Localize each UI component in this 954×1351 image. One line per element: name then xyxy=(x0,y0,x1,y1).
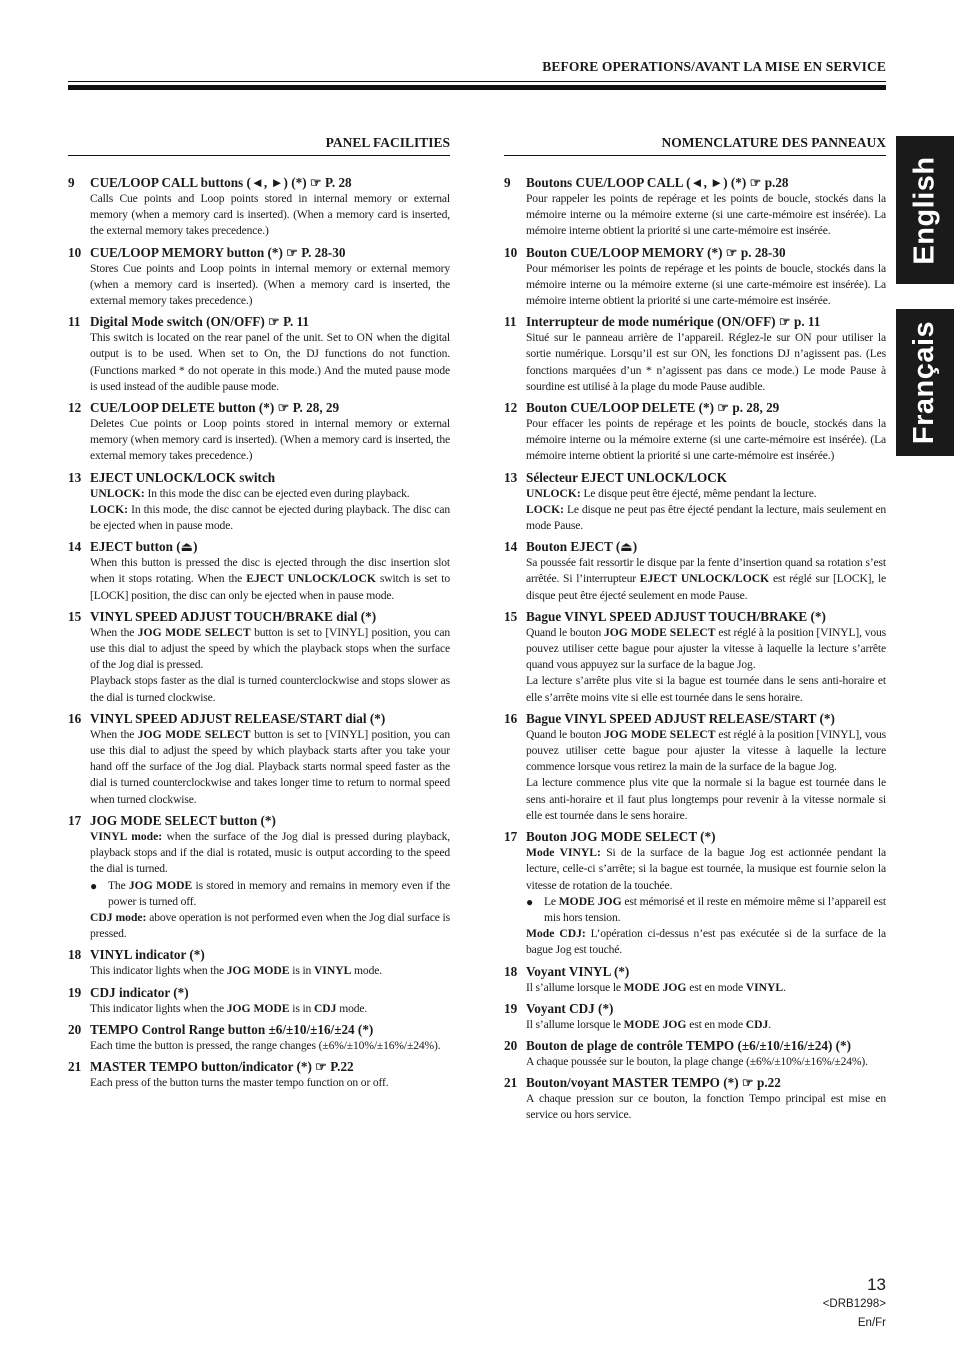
item-body xyxy=(504,980,886,996)
text-run: is in xyxy=(289,1001,314,1015)
item-number: 10 xyxy=(504,244,518,260)
item-paragraph xyxy=(526,555,886,604)
item-heading xyxy=(68,469,450,486)
item-number: 11 xyxy=(68,314,81,330)
item-paragraph xyxy=(526,502,886,534)
item-paragraph xyxy=(526,261,886,310)
list-item xyxy=(68,174,450,240)
item-paragraph xyxy=(526,1091,886,1123)
list-item xyxy=(68,608,450,706)
text-run: Pour mémoriser les points de repérage et les points de boucle, stockés dans la mémoire interne ou la mémoire externe (si une carte-mémoire est insérée). La mémoire interne obtient la priorité si une carte-mémoire est insérée. xyxy=(526,261,886,308)
right-column xyxy=(504,135,886,1128)
item-title: Sélecteur EJECT UNLOCK/LOCK xyxy=(526,469,727,485)
bold-term: MODE JOG xyxy=(623,980,687,994)
list-item xyxy=(504,1074,886,1123)
item-heading xyxy=(68,946,450,963)
text-run: est mémorisé et il reste en mémoire même si l’appareil est mis hors tension. xyxy=(544,894,886,924)
text-run: A chaque pression sur ce bouton, la fonction Tempo principal est mise en service ou hors service. xyxy=(526,1092,886,1122)
bold-term: CDJ xyxy=(745,1017,769,1031)
bold-term: JOG MODE SELECT xyxy=(137,625,251,639)
text-run: Si de la surface de la bague Jog est actionnée pendant la lecture, celle-ci s’arrête; si la bague est tournée, la musique est fournie selon la vitesse de rotation de la touchée. xyxy=(526,846,886,892)
item-body xyxy=(68,416,450,465)
item-body xyxy=(504,1091,886,1123)
text-run: Playback stops faster as the dial is turned counterclockwise and stops slower as the dial is turned clockwise. xyxy=(90,674,450,704)
item-paragraph xyxy=(526,980,886,996)
item-heading xyxy=(68,313,450,330)
list-item xyxy=(504,313,886,395)
tab-english-label: English xyxy=(908,155,941,265)
left-column-heading: PANEL FACILITIES xyxy=(68,135,450,156)
item-number: 19 xyxy=(504,1000,518,1016)
tab-french-label: Français xyxy=(908,320,941,445)
item-heading xyxy=(68,812,450,829)
list-item xyxy=(504,710,886,824)
item-number: 13 xyxy=(68,469,82,485)
item-number: 17 xyxy=(504,829,518,845)
item-paragraph xyxy=(526,416,886,465)
item-body xyxy=(504,330,886,395)
bold-term: MODE JOG xyxy=(558,894,622,908)
item-body xyxy=(68,555,450,604)
item-heading xyxy=(68,710,450,727)
text-run: mode. xyxy=(351,964,382,978)
list-item xyxy=(68,710,450,808)
item-body xyxy=(68,1075,450,1091)
item-body xyxy=(68,486,450,535)
text-run: Stores Cue points and Loop points in internal memory or external memory (when a memory card is inserted). (When a memory card is inserted, the external memory takes precedence.) xyxy=(90,261,450,308)
list-item xyxy=(68,538,450,604)
item-body xyxy=(504,486,886,535)
list-item xyxy=(504,244,886,310)
item-heading xyxy=(504,244,886,261)
text-run: The xyxy=(108,878,129,892)
text-run: Situé sur le panneau arrière de l’appareil. Réglez-le sur ON pour utiliser la sortie numérique. Lorsqu’il est sur ON, les fonctions DJ n’agissent pas. (Les fonctions marquées d’un * n’agissent pas dans ce mode.) Le mode Pause à sourdine est utilisé à la plage du mode Pause audible. xyxy=(526,331,886,393)
list-item xyxy=(504,469,886,535)
page-header-title: BEFORE OPERATIONS/AVANT LA MISE EN SERVICE xyxy=(542,59,886,74)
bold-term: VINYL xyxy=(745,980,784,994)
bullet-icon: ● xyxy=(90,878,98,893)
item-paragraph xyxy=(90,486,450,502)
text-run: Le disque ne peut pas être éjecté pendant la lecture, mais seulement en mode Pause. xyxy=(526,502,886,533)
item-number: 21 xyxy=(68,1058,82,1074)
item-paragraph xyxy=(526,330,886,395)
item-paragraph xyxy=(90,261,450,310)
item-number: 10 xyxy=(68,244,82,260)
list-item xyxy=(504,538,886,604)
text-run: A chaque poussée sur le bouton, la plage change (±6%/±10%/±16%/±24%). xyxy=(526,1054,868,1068)
list-item xyxy=(68,399,450,465)
text-run: Each press of the button turns the master tempo function on or off. xyxy=(90,1075,389,1089)
item-title: Interrupteur de mode numérique (ON/OFF) ☞ p. 11 xyxy=(526,314,821,330)
list-item xyxy=(68,469,450,535)
language-code: En/Fr xyxy=(857,1317,886,1329)
list-item xyxy=(68,946,450,979)
item-body xyxy=(504,1054,886,1070)
bold-term: JOG MODE SELECT xyxy=(603,727,716,741)
item-paragraph xyxy=(90,191,450,240)
item-paragraph xyxy=(90,330,450,395)
item-body xyxy=(504,191,886,240)
item-paragraph xyxy=(526,1017,886,1033)
text-run: Sa poussée fait ressortir le disque par la fente d’insertion quand sa rotation s’est arrêtée. Si l’interrupteur xyxy=(526,556,886,586)
item-body xyxy=(68,1038,450,1054)
item-heading xyxy=(504,828,886,845)
list-item xyxy=(504,963,886,996)
list-item xyxy=(68,244,450,310)
item-heading xyxy=(504,1074,886,1091)
item-number: 12 xyxy=(504,400,518,416)
bullet-note xyxy=(90,878,450,910)
text-run: La lecture commence plus vite que la normale si la bague est tournée dans le sens anti-horaire et il faut plus longtemps pour revenir à la vitesse normale si elle est tournée dans le sens horaire. xyxy=(526,776,886,822)
item-number: 9 xyxy=(68,175,75,190)
header-rule-thin xyxy=(68,81,886,82)
text-run: This indicator lights when the xyxy=(90,1001,227,1015)
bold-term: Mode VINYL: xyxy=(526,846,601,860)
text-run: . xyxy=(783,980,786,994)
text-run: Le disque peut être éjecté, même pendant la lecture. xyxy=(580,486,817,500)
item-title: TEMPO Control Range button ±6/±10/±16/±24 (*) xyxy=(90,1021,374,1037)
item-paragraph xyxy=(90,1075,450,1091)
list-item xyxy=(504,399,886,465)
item-heading xyxy=(504,1000,886,1017)
text-run: Le xyxy=(544,894,559,908)
item-number: 12 xyxy=(68,400,82,416)
item-body xyxy=(68,330,450,395)
bold-term: LOCK: xyxy=(526,502,565,516)
bold-term: CDJ xyxy=(313,1001,337,1015)
text-run: L’opération ci-dessus n’est pas exécutée si de la surface de la bague Jog est touché. xyxy=(526,927,886,957)
list-item xyxy=(68,1058,450,1091)
text-run: This indicator lights when the xyxy=(90,964,227,978)
text-run: button is set to [VINYL] position, you can use this dial to adjust the speed by which playback starts after you take your hand off the surface of the Jog dial. Playback starts normal speed faster as the dial is turned counterclockwise and takes longer time to return to normal speed when turned clockwise. xyxy=(90,727,450,806)
bold-term: JOG MODE SELECT xyxy=(137,727,251,741)
item-heading xyxy=(504,1037,886,1054)
right-column-heading: NOMENCLATURE DES PANNEAUX xyxy=(504,135,886,156)
item-title: Bague VINYL SPEED ADJUST RELEASE/START (*) xyxy=(526,710,835,726)
item-heading xyxy=(504,469,886,486)
item-body xyxy=(68,191,450,240)
item-paragraph xyxy=(526,775,886,824)
text-run: . xyxy=(768,1017,771,1031)
item-heading xyxy=(68,1021,450,1038)
text-run: In this mode, the disc cannot be ejected during playback. The disc can be ejected when in pause mode. xyxy=(90,502,450,533)
text-run: This switch is located on the rear panel of the unit. Set to ON when the digital output is to be used. When set to On, the DJ functions do not function. (Functions marked * do not operate in this mode.) And the muted pause mode is used instead of the audible pause mode. xyxy=(90,331,450,393)
left-items xyxy=(68,174,450,1091)
text-run: mode. xyxy=(336,1001,368,1015)
text-run: est réglé à la position [VINYL], vous pouvez utiliser cette bague pour ajuster la vitesse à laquelle la lecture commence lorsque vous retirez la main de la surface de la bague Jog. xyxy=(526,727,886,774)
item-title: JOG MODE SELECT button (*) xyxy=(90,812,276,828)
item-heading xyxy=(68,399,450,416)
text-run: When the xyxy=(90,625,138,639)
bold-term: JOG MODE xyxy=(226,1001,290,1015)
text-run: Deletes Cue points or Loop points stored in internal memory or external memory (when memory card is inserted). (When a memory card is inserted, the external memory takes precedence.) xyxy=(90,417,450,463)
item-number: 15 xyxy=(68,608,82,624)
text-run: Quand le bouton xyxy=(526,625,604,639)
text-run: Calls Cue points and Loop points stored in internal memory or external memory (when a memory card is inserted). (When a memory card is inserted, the external memory takes precedence.) xyxy=(90,192,450,238)
item-title: Digital Mode switch (ON/OFF) ☞ P. 11 xyxy=(90,314,310,330)
text-run: Pour rappeler les points de repérage et les points de boucle, stockés dans la mémoire interne ou la mémoire externe (si une carte-mémoire est insérée). La mémoire interne obtient la priorité si une carte-mémoire est insérée. xyxy=(526,192,886,238)
item-body xyxy=(504,845,886,958)
bold-term: LOCK: xyxy=(90,502,129,516)
item-body xyxy=(504,1017,886,1033)
item-title: EJECT button (⏏) xyxy=(90,539,198,555)
tab-english[interactable] xyxy=(896,136,954,284)
item-paragraph xyxy=(526,673,886,705)
bold-term: JOG MODE SELECT xyxy=(603,625,716,639)
item-title: Bouton EJECT (⏏) xyxy=(526,539,638,555)
item-body xyxy=(68,963,450,979)
list-item xyxy=(504,1000,886,1033)
item-title: Bouton de plage de contrôle TEMPO (±6/±10/±16/±24) (*) xyxy=(526,1037,852,1053)
item-title: VINYL indicator (*) xyxy=(90,947,205,963)
item-heading xyxy=(68,244,450,261)
item-title: EJECT UNLOCK/LOCK switch xyxy=(90,469,276,485)
item-heading xyxy=(68,538,450,555)
item-paragraph xyxy=(90,910,450,942)
item-body xyxy=(504,727,886,824)
item-heading xyxy=(68,1058,450,1075)
item-body xyxy=(68,1001,450,1017)
item-title: Bague VINYL SPEED ADJUST TOUCH/BRAKE (*) xyxy=(526,608,826,624)
item-body xyxy=(68,261,450,310)
item-number: 19 xyxy=(68,984,82,1000)
item-paragraph xyxy=(526,625,886,674)
item-body xyxy=(504,555,886,604)
list-item xyxy=(504,174,886,240)
item-heading xyxy=(68,984,450,1001)
bold-term: CDJ mode: xyxy=(90,910,147,924)
item-heading xyxy=(504,608,886,625)
item-title: CDJ indicator (*) xyxy=(90,984,189,1000)
left-column xyxy=(68,135,450,1095)
item-number: 14 xyxy=(68,539,82,555)
item-title: VINYL SPEED ADJUST TOUCH/BRAKE dial (*) xyxy=(90,608,377,624)
item-number: 16 xyxy=(504,710,518,726)
bold-term: MODE JOG xyxy=(623,1017,687,1031)
list-item xyxy=(68,984,450,1017)
text-run: when the surface of the Jog dial is pressed during playback, playback stops and if the dial is rotated, music is output according to the speed the dial is turned. xyxy=(90,829,451,876)
item-paragraph xyxy=(90,829,450,878)
item-number: 9 xyxy=(504,175,511,190)
text-run: Quand le bouton xyxy=(526,727,604,741)
item-title: MASTER TEMPO button/indicator (*) ☞ P.22 xyxy=(90,1058,354,1074)
text-run: switch is set to [LOCK] position, the disc can only be ejected when in pause mode. xyxy=(90,572,450,602)
item-body xyxy=(504,261,886,310)
text-run: Il s’allume lorsque le xyxy=(526,980,624,994)
item-heading xyxy=(68,608,450,625)
bold-term: VINYL xyxy=(313,964,352,978)
item-heading xyxy=(504,538,886,555)
item-heading xyxy=(504,399,886,416)
list-item xyxy=(68,812,450,942)
item-number: 15 xyxy=(504,608,518,624)
item-title: Bouton CUE/LOOP DELETE (*) ☞ p. 28, 29 xyxy=(526,400,780,416)
list-item xyxy=(68,313,450,395)
item-heading xyxy=(504,174,886,191)
item-paragraph xyxy=(90,555,450,604)
item-heading xyxy=(68,174,450,191)
item-paragraph xyxy=(90,625,450,674)
text-run: La lecture s’arrête plus vite si la bague est tournée dans le sens anti-horaire et elle s’arrête moins vite si elle est tournée dans le sens horaire. xyxy=(526,674,886,704)
item-body xyxy=(68,727,450,808)
item-number: 17 xyxy=(68,812,82,828)
item-paragraph xyxy=(526,845,886,894)
item-number: 20 xyxy=(68,1021,82,1037)
item-number: 14 xyxy=(504,539,518,555)
item-heading xyxy=(504,313,886,330)
item-number: 18 xyxy=(504,963,518,979)
item-number: 21 xyxy=(504,1075,518,1091)
item-paragraph xyxy=(90,673,450,705)
item-paragraph xyxy=(526,1054,886,1070)
item-title: Boutons CUE/LOOP CALL (◄, ►) (*) ☞ p.28 xyxy=(526,175,789,190)
bold-term: UNLOCK: xyxy=(90,486,145,500)
item-paragraph xyxy=(90,963,450,979)
item-number: 11 xyxy=(504,314,517,330)
item-title: CUE/LOOP CALL buttons (◄, ►) (*) ☞ P. 28 xyxy=(90,175,352,190)
text-run: In this mode the disc can be ejected even during playback. xyxy=(144,486,410,500)
list-item xyxy=(504,608,886,706)
item-title: Bouton JOG MODE SELECT (*) xyxy=(526,829,716,845)
bold-term: UNLOCK: xyxy=(526,486,581,500)
bold-term: VINYL mode: xyxy=(90,829,163,843)
header-rule-thick xyxy=(68,85,886,90)
text-run: Il s’allume lorsque le xyxy=(526,1017,624,1031)
item-paragraph xyxy=(526,191,886,240)
item-paragraph xyxy=(526,486,886,502)
list-item xyxy=(504,1037,886,1070)
item-number: 13 xyxy=(504,469,518,485)
bullet-text xyxy=(544,894,886,926)
item-body xyxy=(504,416,886,465)
item-number: 16 xyxy=(68,710,82,726)
bullet-note xyxy=(526,894,886,926)
bold-term: Mode CDJ: xyxy=(526,927,586,941)
item-paragraph xyxy=(526,727,886,776)
item-paragraph xyxy=(90,1001,450,1017)
item-heading xyxy=(504,963,886,980)
item-body xyxy=(68,829,450,942)
bold-term: JOG MODE xyxy=(128,878,193,892)
item-title: Voyant CDJ (*) xyxy=(526,1000,614,1016)
text-run: Each time the button is pressed, the range changes (±6%/±10%/±16%/±24%). xyxy=(90,1038,441,1052)
item-paragraph xyxy=(90,727,450,808)
text-run: est réglé à la position [VINYL], vous pouvez utiliser cette bague pour ajuster la vitesse à laquelle la lecture s’arrête quand vous appuyez sur la surface de la bague Jog. xyxy=(526,625,886,672)
item-title: Bouton CUE/LOOP MEMORY (*) ☞ p. 28-30 xyxy=(526,244,786,260)
text-run: est en mode xyxy=(686,1017,746,1031)
right-items xyxy=(504,174,886,1124)
item-paragraph xyxy=(90,1038,450,1054)
item-body xyxy=(68,625,450,706)
text-run: est réglé sur [LOCK], le disque peut être éjecté seulement en mode Pause. xyxy=(526,572,887,602)
item-paragraph xyxy=(90,416,450,465)
item-paragraph xyxy=(526,926,886,958)
page-number: 13 xyxy=(867,1275,886,1294)
item-title: Bouton/voyant MASTER TEMPO (*) ☞ p.22 xyxy=(526,1075,781,1091)
text-run: is in xyxy=(289,964,314,978)
text-run: When this button is pressed the disc is ejected through the disc insertion slot when it stops rotating. When the xyxy=(90,556,450,586)
text-run: Pour effacer les points de repérage et les points de boucle, stockés dans la mémoire interne ou la mémoire externe (si une carte-mémoire est insérée). (La mémoire interne obtient la priorité si une carte-mémoire est insérée.) xyxy=(526,417,886,463)
text-run: is stored in memory and remains in memory even if the power is turned off. xyxy=(108,878,450,908)
list-item xyxy=(504,828,886,958)
list-item xyxy=(68,1021,450,1054)
bold-term: EJECT UNLOCK/LOCK xyxy=(639,572,770,586)
item-body xyxy=(504,625,886,706)
document-code: <DRB1298> xyxy=(822,1298,886,1310)
item-number: 20 xyxy=(504,1037,518,1053)
text-run: est en mode xyxy=(686,980,746,994)
text-run: above operation is not performed even when the Jog dial surface is pressed. xyxy=(90,910,450,941)
bold-term: EJECT UNLOCK/LOCK xyxy=(246,572,376,586)
item-title: CUE/LOOP MEMORY button (*) ☞ P. 28-30 xyxy=(90,244,346,260)
item-paragraph xyxy=(90,502,450,534)
item-number: 18 xyxy=(68,947,82,963)
item-title: CUE/LOOP DELETE button (*) ☞ P. 28, 29 xyxy=(90,400,340,416)
item-title: Voyant VINYL (*) xyxy=(526,963,630,979)
bullet-text xyxy=(108,878,450,910)
bullet-icon: ● xyxy=(526,894,534,909)
bold-term: JOG MODE xyxy=(226,964,290,978)
item-title: VINYL SPEED ADJUST RELEASE/START dial (*) xyxy=(90,710,386,726)
tab-french[interactable] xyxy=(896,309,954,456)
text-run: When the xyxy=(90,727,138,741)
item-heading xyxy=(504,710,886,727)
text-run: button is set to [VINYL] position, you can use this dial to adjust the speed by which the playback stops when the surface of the Jog dial is pressed. xyxy=(90,625,450,672)
